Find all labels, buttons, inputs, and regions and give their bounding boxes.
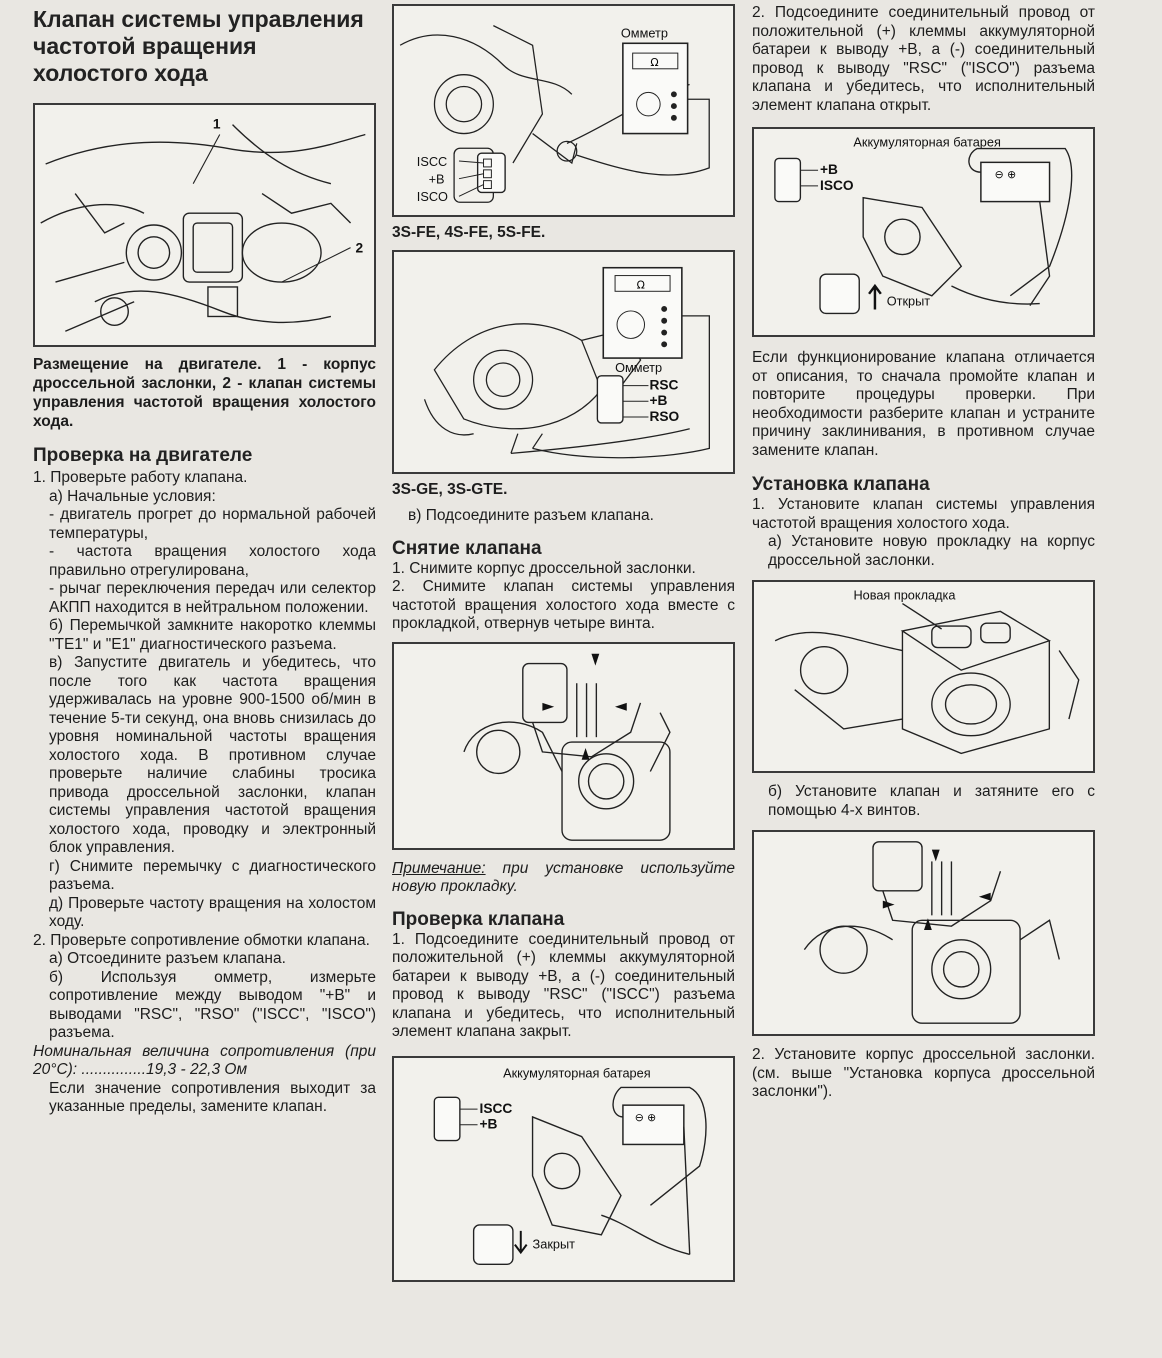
svg-text:⊖ ⊕: ⊖ ⊕ bbox=[634, 1110, 657, 1124]
fig1-label-1: 1 bbox=[212, 116, 221, 132]
valve-closed-drawing bbox=[394, 1058, 733, 1280]
ohmmeter-3sge-drawing bbox=[394, 252, 733, 472]
fig2-isco-label: ISCO bbox=[416, 189, 448, 205]
nominal-resistance: Номинальная величина сопротивления (при 20°С): ...............19,3 - 22,3 Ом bbox=[33, 1042, 376, 1078]
actuator-icon bbox=[820, 274, 859, 313]
figure-ohmmeter-3sfe bbox=[392, 4, 735, 217]
fig6-battery-label: Аккумуляторная батарея bbox=[853, 134, 1001, 150]
engine-codes-3sge: 3S-GE, 3S-GTE. bbox=[392, 481, 508, 498]
heading-valve-check: Проверка клапана bbox=[392, 908, 565, 930]
page-title: Клапан системы управления частотой вращения холостого хода bbox=[33, 6, 364, 86]
text-line: 1. Подсоедините соединительный провод от положительной (+) клеммы аккумуляторной батареи к выводу +B, а (-) соединительный провод к выводу "RSC" ("ISCC") разъема клапана и убедитесь, что исполнительный элемент клапана закрыт. bbox=[392, 930, 735, 1040]
text-line: б) Перемычкой замкните накоротко клеммы "TE1" и "E1" диагностического разъема. bbox=[49, 617, 376, 653]
text-line: д) Проверьте частоту вращения на холостом ходу. bbox=[49, 894, 376, 930]
removal-drawing bbox=[394, 644, 733, 848]
text-line: 2. Подсоедините соединительный провод от положительной (+) клеммы аккумуляторной батареи к выводу +B, а (-) соединительный провод к выводу "RSC" ("ISCO") разъема клапана и убедитесь, что исполнительный элемент клапана открыт. bbox=[752, 4, 1095, 114]
fig3-rsc-label: RSC bbox=[649, 377, 679, 393]
figure-install-valve bbox=[752, 830, 1095, 1036]
text-line: 1. Проверьте работу клапана. bbox=[33, 469, 248, 486]
text-line: - частота вращения холостого хода правильно отрегулирована, bbox=[49, 543, 376, 579]
text-line: б) Используя омметр, измерьте сопротивление между выводом "+B" и выводами "RSC", "RSO" ("ISCC", "ISCO") разъема. bbox=[49, 968, 376, 1041]
fig2-ohmmeter-label: Омметр bbox=[620, 25, 668, 41]
text-line: - рычаг переключения передач или селектор АКПП находится в нейтральном положении. bbox=[49, 580, 376, 616]
install-valve-drawing bbox=[754, 832, 1093, 1034]
figure-engine-location bbox=[33, 103, 376, 347]
text-line: а) Установите новую прокладку на корпус дроссельной заслонки. bbox=[768, 533, 1095, 569]
text-line: 1. Снимите корпус дроссельной заслонки. bbox=[392, 559, 696, 577]
actuator-icon bbox=[474, 1224, 513, 1263]
connector-icon bbox=[775, 158, 801, 201]
column-left bbox=[33, 0, 376, 1117]
figure-valve-closed bbox=[392, 1056, 735, 1282]
note-label: Примечание: bbox=[392, 859, 486, 877]
fig5-b-label: +B bbox=[479, 1116, 498, 1132]
new-gasket-drawing bbox=[754, 582, 1093, 771]
figure-removal bbox=[392, 642, 735, 850]
fig6-isco-label: ISCO bbox=[820, 177, 854, 193]
fig2-b-label: +B bbox=[428, 171, 445, 187]
text-line: б) Установите клапан и затяните его с помощью 4-х винтов. bbox=[768, 783, 1095, 819]
column-middle bbox=[392, 0, 735, 1282]
text-line: а) Начальные условия: bbox=[49, 487, 216, 505]
fig3-rso-label: RSO bbox=[649, 408, 680, 424]
fig7-gasket-label: Новая прокладка bbox=[853, 587, 956, 603]
connector-icon bbox=[434, 1097, 460, 1140]
text-line: а) Отсоедините разъем клапана. bbox=[49, 950, 286, 967]
connector-icon bbox=[597, 376, 623, 423]
column-right bbox=[752, 0, 1095, 1102]
install-note bbox=[392, 860, 735, 897]
fig6-open-label: Открыт bbox=[886, 293, 931, 309]
fig5-iscc-label: ISCC bbox=[479, 1100, 513, 1116]
fig5-closed-label: Закрыт bbox=[532, 1236, 576, 1252]
fig2-iscc-label: ISCC bbox=[416, 153, 448, 169]
text-line: Если значение сопротивления выходит за указанные пределы, замените клапан. bbox=[49, 1079, 376, 1115]
text-line: 2. Установите корпус дроссельной заслонки. (см. выше "Установка корпуса дроссельной заслонки"). bbox=[752, 1046, 1095, 1100]
note-text: при установке используйте новую прокладку. bbox=[392, 859, 735, 895]
text-line: 2. Снимите клапан системы управления частотой вращения холостого хода вместе с прокладкой, отвернув четыре винта. bbox=[392, 578, 735, 632]
text-line: 1. Установите клапан системы управления частотой вращения холостого хода. bbox=[752, 496, 1095, 532]
engine-codes-3sfe: 3S-FE, 4S-FE, 5S-FE. bbox=[392, 224, 546, 241]
svg-text:Ω: Ω bbox=[636, 278, 645, 292]
valve-open-drawing bbox=[754, 129, 1093, 335]
heading-install: Установка клапана bbox=[752, 474, 930, 495]
connect-note: в) Подсоедините разъем клапана. bbox=[408, 507, 654, 524]
fig3-b-label: +B bbox=[649, 393, 668, 409]
heading-removal: Снятие клапана bbox=[392, 537, 542, 559]
ohmmeter-3sfe-drawing bbox=[394, 6, 733, 215]
fig5-battery-label: Аккумуляторная батарея bbox=[503, 1065, 651, 1081]
text-line: Если функционирование клапана отличается от описания, то сначала промойте клапан и повторите процедуры проверки. При необходимости разберите клапан и устраните причину заклинивания, в противном случае замените клапан. bbox=[752, 349, 1095, 459]
fig6-b-label: +B bbox=[820, 162, 838, 178]
text-line: - двигатель прогрет до нормальной рабочей температуры, bbox=[49, 506, 376, 542]
engine-location-drawing bbox=[35, 105, 374, 345]
heading-engine-check: Проверка на двигателе bbox=[33, 445, 253, 466]
fig3-ohmmeter-label: Омметр bbox=[615, 359, 663, 375]
text-line: в) Запустите двигатель и убедитесь, что после того как частота вращения удерживалась на уровне 900-1500 об/мин в течение 5-ти секунд, она вновь снизилась до уровня номинальной частоты вращения холостого хода. В противном случае проверьте наличие слабины тросика привода дроссельной заслонки, клапан системы управления частотой вращения холостого хода, проводку и электронный блок управления. bbox=[49, 654, 376, 856]
svg-text:⊖ ⊕: ⊖ ⊕ bbox=[994, 168, 1017, 182]
text-line: 2. Проверьте сопротивление обмотки клапана. bbox=[33, 931, 370, 949]
svg-text:Ω: Ω bbox=[650, 55, 659, 69]
figure-valve-open bbox=[752, 127, 1095, 337]
fig1-label-2: 2 bbox=[355, 240, 364, 256]
figure-ohmmeter-3sge bbox=[392, 250, 735, 474]
fig1-caption: Размещение на двигателе. 1 - корпус дроссельной заслонки, 2 - клапан системы управления частотой вращения холостого хода. bbox=[33, 356, 376, 430]
figure-new-gasket bbox=[752, 580, 1095, 773]
text-line: г) Снимите перемычку с диагностического разъема. bbox=[49, 857, 376, 893]
